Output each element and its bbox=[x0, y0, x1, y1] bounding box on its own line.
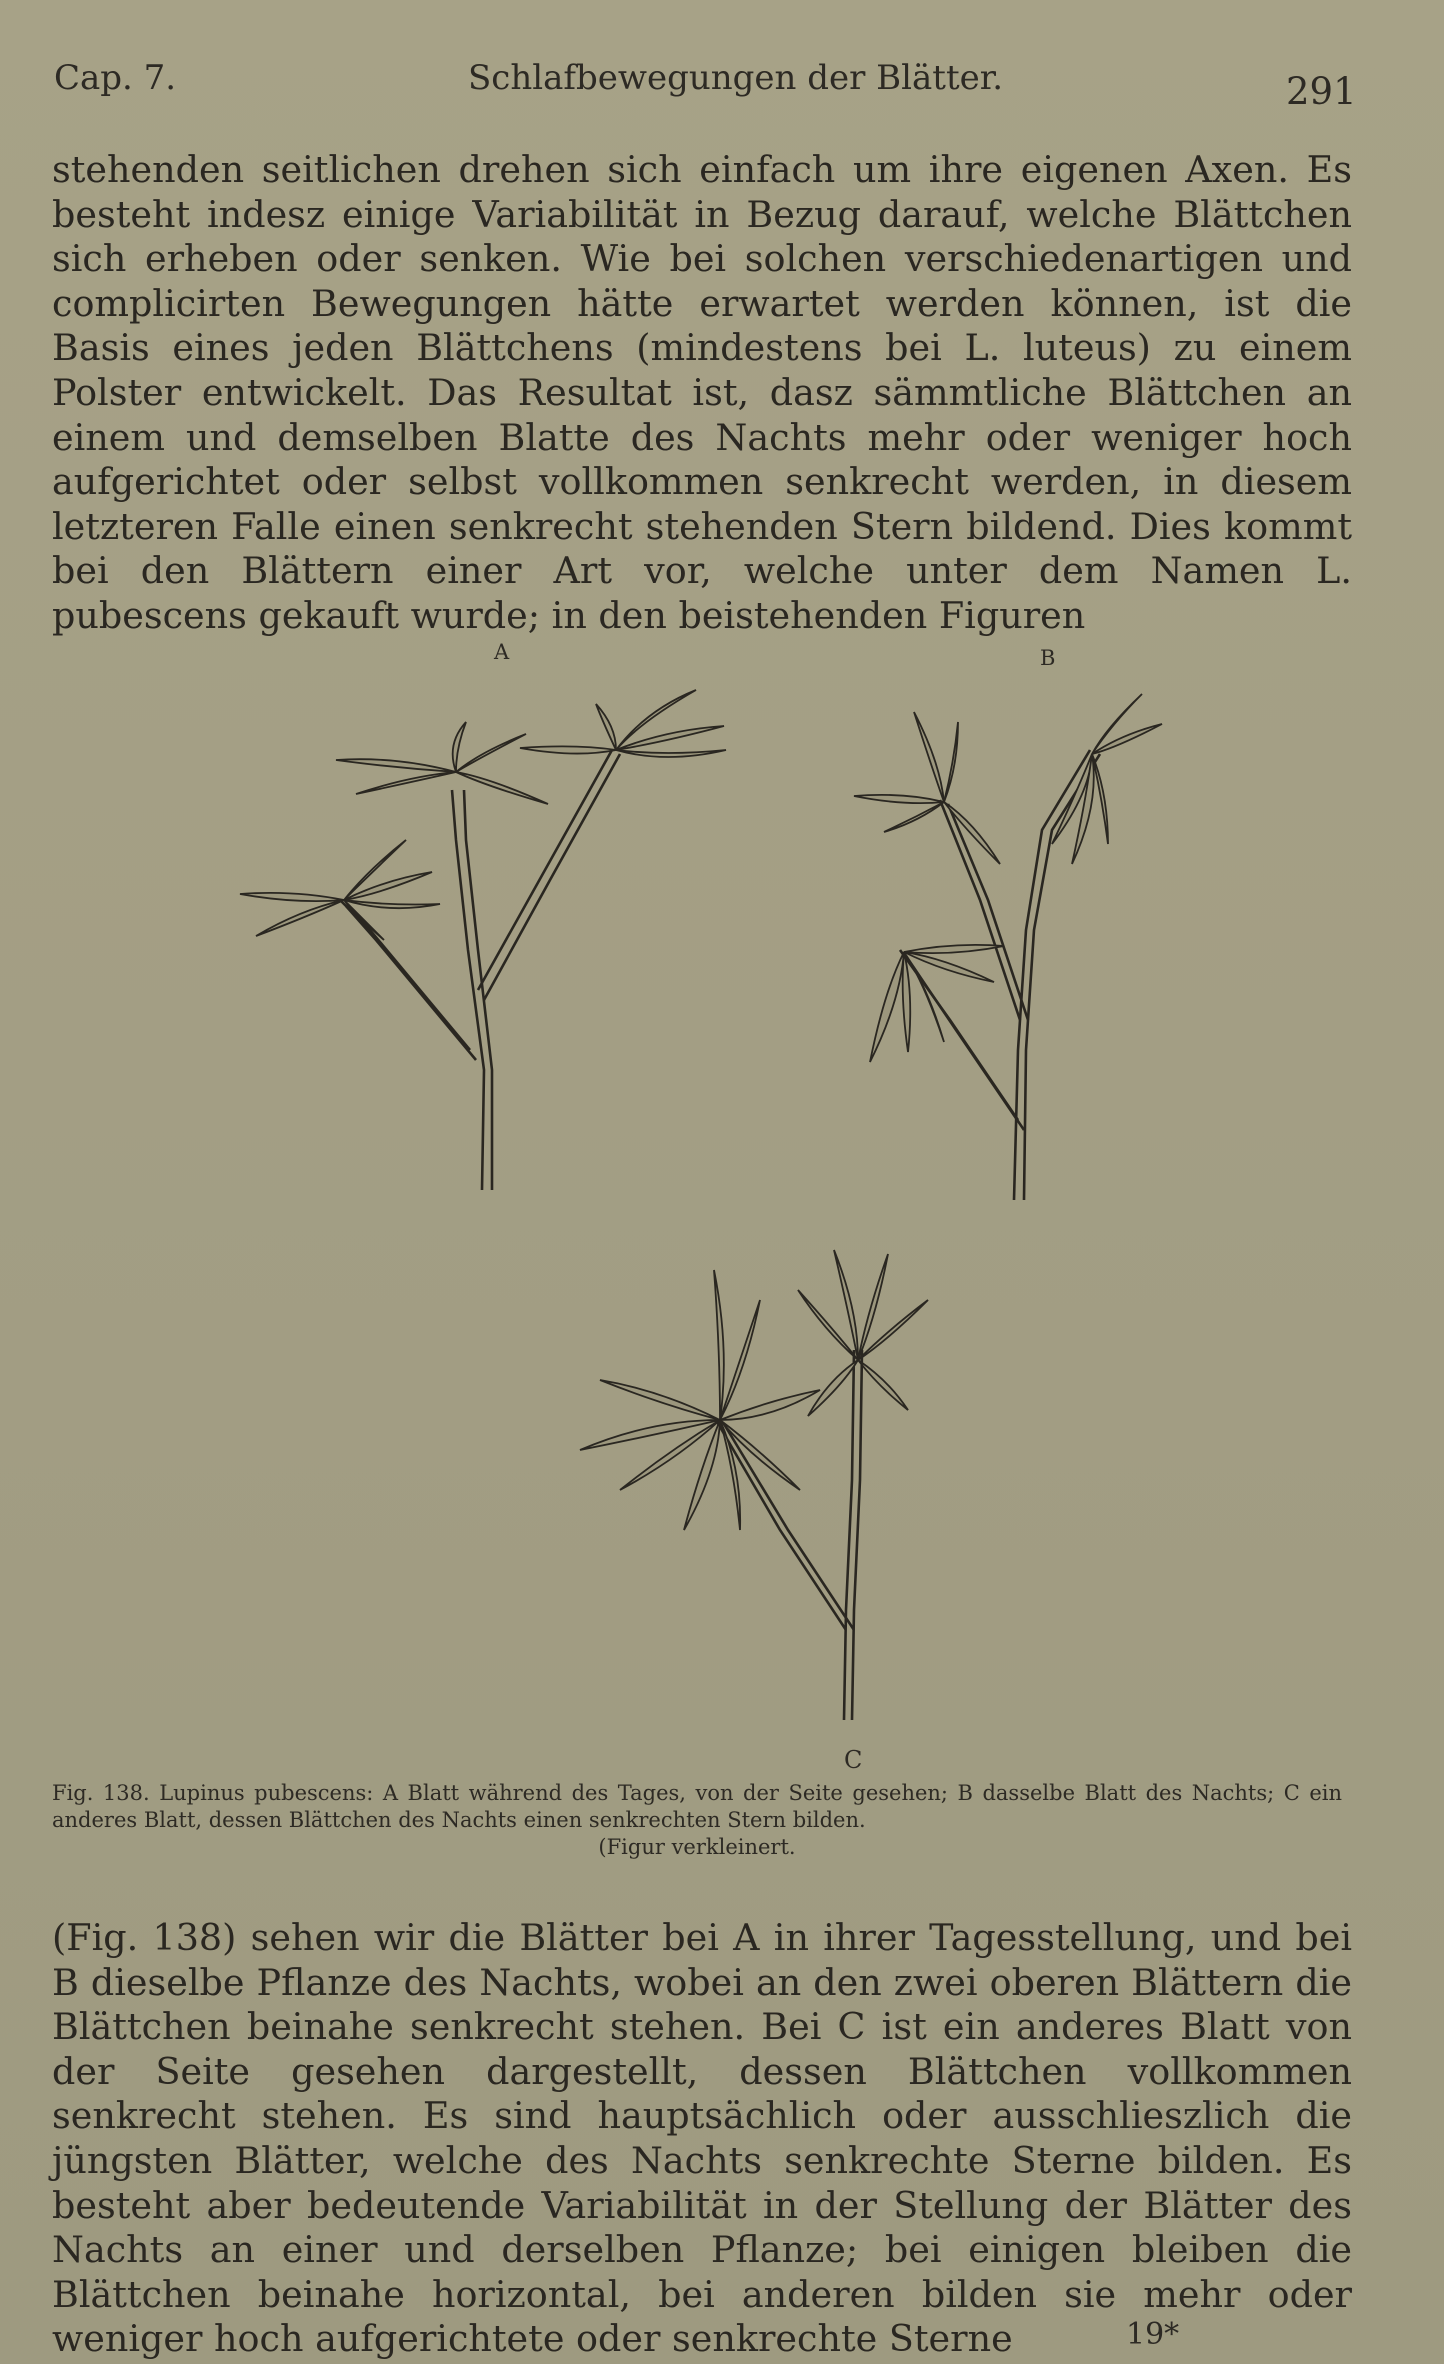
signature-mark: 19* bbox=[1126, 2317, 1180, 2352]
figure-caption-text: Fig. 138. Lupinus pubescens: A Blatt während des Tages, von der Seite gesehen; B dasselbe Blatt des Nachts; C ein anderes Blatt, dessen Blättchen des Nachts einen senkrechten Stern bilden. bbox=[52, 1781, 1342, 1832]
figure-label-a: A bbox=[494, 640, 510, 664]
figure-b-illustration bbox=[820, 690, 1220, 1210]
figure-caption-end: (Figur verkleinert. bbox=[598, 1835, 796, 1859]
chapter-label: Cap. 7. bbox=[54, 58, 177, 98]
paragraph-top-text: stehenden seitlichen drehen sich einfach um ihre eigenen Axen. Es besteht indesz einige Variabilität in Bezug darauf, welche Blättchen sich erheben oder senken. Wie bei solchen verschiedenartigen und complicirten Bewegungen hätte erwartet werden können, ist die Basis eines jeden Blättchens (mindestens bei L. luteus) zu einem Polster entwickelt. Das Resultat ist, dasz sämmtliche Blättchen an einem und demselben Blatte des Nachts mehr oder weniger hoch aufgerichtet oder selbst vollkommen senkrecht werden, in diesem letzteren Falle einen senkrecht stehenden Stern bildend. Dies kommt bei den Blättern einer Art vor, welche unter dem Namen L. pubescens gekauft wurde; in den beistehenden Figuren bbox=[52, 148, 1352, 637]
paragraph-bottom-text: (Fig. 138) sehen wir die Blätter bei A in ihrer Tagesstellung, und bei B dieselbe Pflanze des Nachts, wobei an den zwei oberen Blättern die Blättchen beinahe senkrecht stehen. Bei C ist ein anderes Blatt von der Seite gesehen dargestellt, dessen Blättchen vollkommen senkrecht stehen. Es sind hauptsächlich oder ausschlieszlich die jüngsten Blätter, welche des Nachts senkrechte Sterne bilden. Es besteht aber bedeutende Variabilität in der Stellung der Blätter des Nachts an einer und derselben Pflanze; bei einigen bleiben die Blättchen beinahe horizontal, bei anderen bilden sie mehr oder weniger hoch aufgerichtete oder senkrechte Sterne bbox=[52, 1916, 1352, 2361]
figure-a-illustration bbox=[220, 690, 780, 1210]
paragraph-top bbox=[52, 148, 1352, 637]
page-number: 291 bbox=[1286, 70, 1357, 113]
figure-label-b: B bbox=[1040, 646, 1056, 670]
running-title: Schlafbewegungen der Blätter. bbox=[468, 58, 1004, 98]
figure-c-illustration bbox=[540, 1230, 940, 1730]
figure-label-c: C bbox=[844, 1746, 863, 1774]
figure-caption bbox=[52, 1780, 1342, 1861]
